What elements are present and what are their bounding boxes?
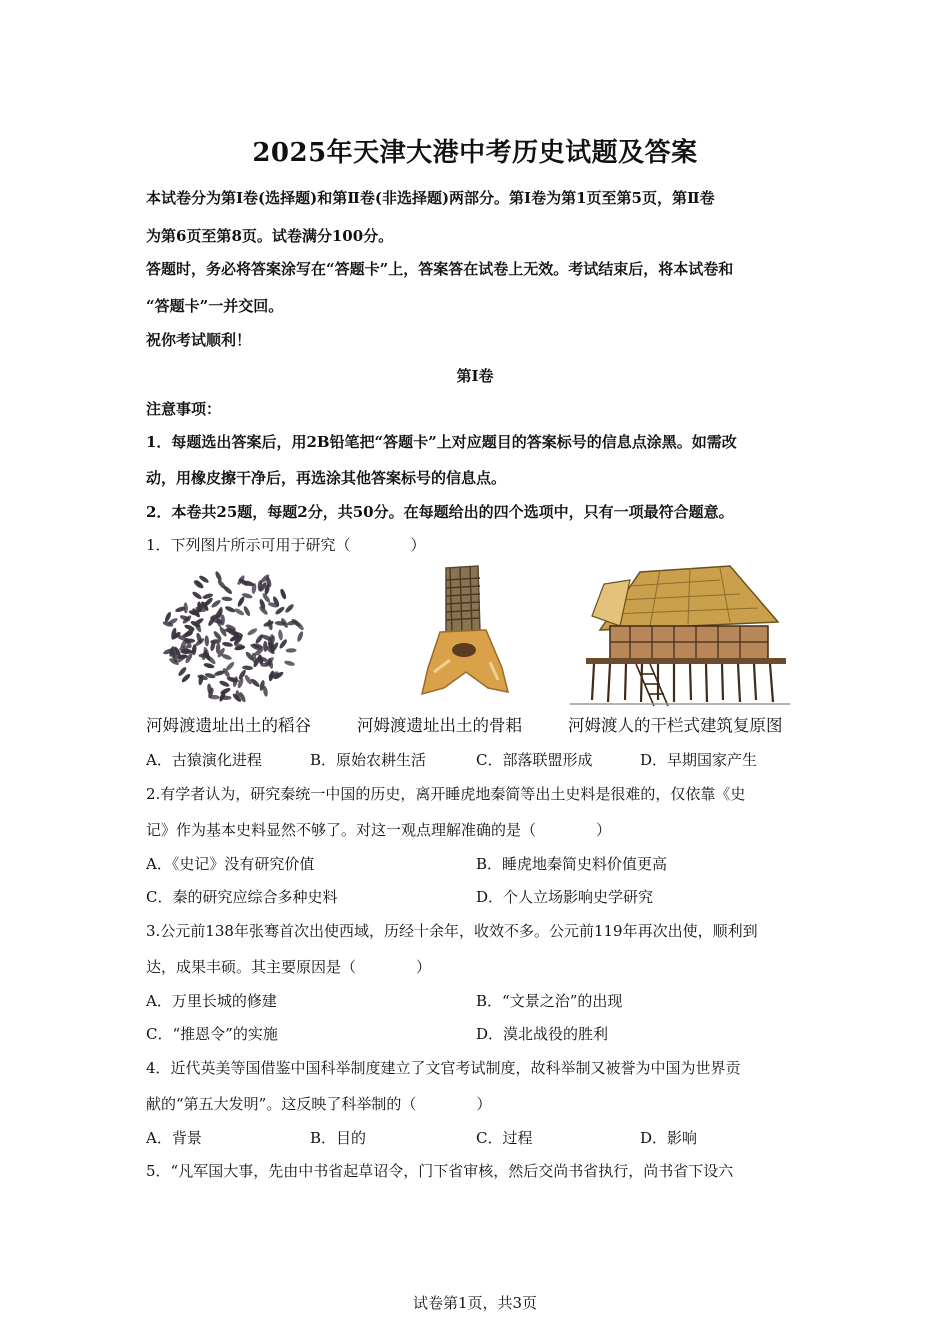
page-footer: 试卷第1页，共3页 bbox=[412, 1294, 538, 1312]
stilt-house-image bbox=[570, 560, 790, 710]
caption-bone-spade: 河姆渡遗址出土的骨耜 bbox=[357, 716, 522, 735]
intro-line-4: “答题卡”一并交回。 bbox=[146, 297, 284, 315]
rice-grains-image bbox=[148, 560, 318, 710]
q1-figure bbox=[140, 560, 820, 740]
q3-stem-line-2: 达，成果丰硕。其主要原因是（ ） bbox=[146, 958, 432, 976]
q2-option-b[interactable]: B．睡虎地秦简史料价值更高 bbox=[476, 855, 668, 873]
q4-option-c[interactable]: C．过程 bbox=[476, 1129, 533, 1147]
q2-stem-line-2: 记》作为基本史料显然不够了。对这一观点理解准确的是（ ） bbox=[146, 821, 612, 839]
q2-option-d[interactable]: D．个人立场影响史学研究 bbox=[476, 888, 654, 906]
note-line-2: 动，用橡皮擦干净后，再选涂其他答案标号的信息点。 bbox=[146, 469, 507, 487]
section-title: 第Ⅰ卷 bbox=[456, 367, 494, 385]
intro-line-2: 为第6页至第8页。试卷满分100分。 bbox=[146, 227, 394, 245]
q3-option-a[interactable]: A．万里长城的修建 bbox=[146, 992, 277, 1010]
q1-stem: 1．下列图片所示可用于研究（ ） bbox=[146, 536, 426, 554]
caption-rice: 河姆渡遗址出土的稻谷 bbox=[146, 716, 311, 735]
q1-option-c[interactable]: C．部落联盟形成 bbox=[476, 751, 593, 769]
intro-line-5: 祝你考试顺利！ bbox=[146, 331, 252, 349]
notes-title: 注意事项： bbox=[146, 400, 222, 418]
q2-option-c[interactable]: C．秦的研究应综合多种史料 bbox=[146, 888, 338, 906]
q4-option-a[interactable]: A．背景 bbox=[146, 1129, 202, 1147]
note-line-1: 1．每题选出答案后，用2B铅笔把“答题卡”上对应题目的答案标号的信息点涂黑。如需改 bbox=[146, 433, 737, 451]
intro-line-3: 答题时，务必将答案涂写在“答题卡”上，答案答在试卷上无效。考试结束后，将本试卷和 bbox=[146, 260, 734, 278]
intro-line-1: 本试卷分为第Ⅰ卷(选择题)和第Ⅱ卷(非选择题)两部分。第Ⅰ卷为第1页至第5页，第Ⅱ卷 bbox=[146, 189, 715, 207]
q2-stem-line-1: 2.有学者认为，研究秦统一中国的历史，离开睡虎地秦简等出土史料是很难的，仅依靠《史 bbox=[146, 785, 746, 803]
q3-option-b[interactable]: B．“文景之治”的出现 bbox=[476, 992, 623, 1010]
q4-option-b[interactable]: B．目的 bbox=[310, 1129, 367, 1147]
q1-option-b[interactable]: B．原始农耕生活 bbox=[310, 751, 427, 769]
bone-spade-image bbox=[390, 560, 540, 710]
q3-option-d[interactable]: D．漠北战役的胜利 bbox=[476, 1025, 609, 1043]
q4-option-d[interactable]: D．影响 bbox=[640, 1129, 698, 1147]
q3-option-c[interactable]: C．“推恩令”的实施 bbox=[146, 1025, 278, 1043]
caption-stilt-house: 河姆渡人的干栏式建筑复原图 bbox=[568, 716, 783, 735]
q4-stem-line-1: 4．近代英美等国借鉴中国科举制度建立了文官考试制度，故科举制又被誉为中国为世界贡 bbox=[146, 1059, 741, 1077]
q1-option-a[interactable]: A．古猿演化进程 bbox=[146, 751, 262, 769]
note-line-3: 2．本卷共25题，每题2分，共50分。在每题给出的四个选项中，只有一项最符合题意。 bbox=[146, 503, 734, 521]
q2-option-a[interactable]: A．《史记》没有研究价值 bbox=[146, 855, 315, 873]
q3-stem-line-1: 3.公元前138年张骞首次出使西域，历经十余年，收效不多。公元前119年再次出使，顺利到 bbox=[146, 922, 758, 940]
q1-option-d[interactable]: D．早期国家产生 bbox=[640, 751, 758, 769]
q5-stem-line-1: 5．“凡军国大事，先由中书省起草诏令，门下省审核，然后交尚书省执行，尚书省下设六 bbox=[146, 1162, 734, 1180]
q4-stem-line-2: 献的“第五大发明”。这反映了科举制的（ ） bbox=[146, 1095, 492, 1113]
page-title: 2025年天津大港中考历史试题及答案 bbox=[252, 138, 698, 168]
